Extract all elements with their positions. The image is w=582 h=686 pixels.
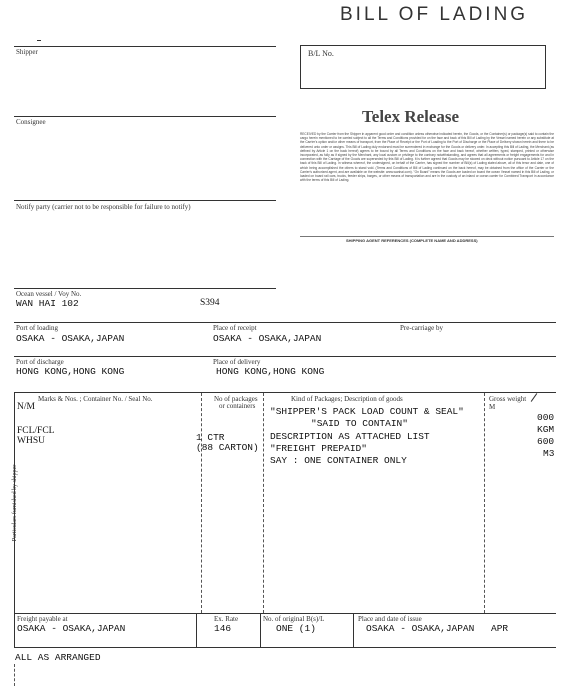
marks-line-4: WHSU xyxy=(17,436,45,446)
discharge-value: HONG KONG,HONG KONG xyxy=(16,366,125,377)
desc-line-1: "SHIPPER'S PACK LOAD COUNT & SEAL" xyxy=(270,406,464,417)
discharge-rule xyxy=(14,356,556,357)
goods-divider-2 xyxy=(263,393,264,613)
vessel-rule xyxy=(14,288,276,289)
particulars-side-label: Particulars furnished by shipper xyxy=(12,464,18,542)
issue-value: OSAKA - OSAKA,JAPAN xyxy=(366,623,475,634)
bl-number-box xyxy=(300,45,546,89)
weight-line-1: 000 xyxy=(537,412,555,423)
weight-subheader: M xyxy=(489,403,501,411)
kind-header: Kind of Packages; Description of goods xyxy=(291,395,403,403)
freight-label: Freight payable at xyxy=(17,615,68,623)
marks-line-3: FCL/FCL xyxy=(17,426,55,436)
goods-divider-3 xyxy=(484,393,485,613)
shipping-agent-label: SHIPPING AGENT REFERENCES (COMPLETE NAME AND ADDRESS) xyxy=(346,238,478,243)
all-as-arranged: ALL AS ARRANGED xyxy=(15,652,101,663)
receipt-label: Place of receipt xyxy=(213,324,257,332)
vessel-label: Ocean vessel / Voy No. xyxy=(16,290,82,298)
consignee-rule xyxy=(14,116,276,117)
originals-label: No. of original B(s)/L xyxy=(263,615,325,623)
footer-left-border xyxy=(14,613,15,648)
voyage-value: S394 xyxy=(200,298,220,308)
ports-rule xyxy=(14,322,556,323)
footer-divider-1 xyxy=(196,613,197,648)
goods-divider-1 xyxy=(201,393,202,613)
footer-divider-2 xyxy=(260,613,261,648)
issue-label: Place and date of issue xyxy=(358,615,422,623)
desc-line-2: "SAID TO CONTAIN" xyxy=(311,418,408,429)
footer-rule xyxy=(14,613,556,614)
packages-line-2: (88 CARTON) xyxy=(196,442,259,453)
packages-header-line2: or containers xyxy=(219,402,256,410)
terms-text: RECEIVED by the Carrier from the Shipper in apparent good order and condition unless otherwise indicated herein, the Goods, or the Container(s) or package(s) said to contain the cargo herein mentioned to be carried subject to all the Terms and Conditions provided for on the face and back of this Bill of Lading by the Vessel named herein or any substitute at the Carrier's option and/or other means of transport, from the Place of Receipt or the Port of Loading to the Port of Discharge or the Place of Delivery shown herein and there to be delivered unto order or assigns. This Bill of Lading duly endorsed must be surrendered in exchange for the Goods or delivery order. In accepting this Bill of Lading, the Merchant (as defined by Article 1 on the back hereof) agrees to be bound by all Terms and Conditions on the face and back hereof, whether written, typed, stamped, printed or otherwise incorporated, as fully as if signed by the Merchant, any local custom or privilege to the contrary notwithstanding, and agrees that all agreements or freight engagements for and in connection with the Carriage of the Goods are superseded by this Bill of Lading. It is further agreed that Goods may be stowed on deck without notice pursuant to Article 17 on the back of this Bill of Lading. In witness whereof, the undersigned, on behalf of the Carrier, has signed the number of Bill(s) of Lading stated above, all of this tenor and date, one of which being accomplished the others to stand void. (Terms and Conditions of Bill of Lading continued on the back hereof, may be obtained from the office of the Carrier or the Carrier's authorized agent, and are available on the website: www.wanhai.com). "On Board" means the Goods are loaded on board the ocean Vessel named in this Bill of Lading, or loaded on board rail cars, trucks, feeder ships, barges, or other means of transportation and are in the custody of an inland or ocean carrier for Combined Transport in accordance with the terms of this Bill of Lading. xyxy=(300,132,554,183)
weight-header: Gross weight xyxy=(489,395,527,403)
packages-header-line1: No of packages xyxy=(214,395,258,403)
shipper-label: Shipper xyxy=(16,48,38,56)
consignee-label: Consignee xyxy=(16,118,46,126)
weight-line-3: 600 xyxy=(537,436,555,447)
footer-bottom-rule xyxy=(14,647,556,648)
desc-line-5: SAY : ONE CONTAINER ONLY xyxy=(270,455,407,466)
receipt-value: OSAKA - OSAKA,JAPAN xyxy=(213,333,322,344)
bottom-left-dash xyxy=(14,664,15,686)
freight-value: OSAKA - OSAKA,JAPAN xyxy=(17,623,126,634)
shipper-rule xyxy=(14,46,276,47)
marks-line-1: N/M xyxy=(17,402,35,412)
delivery-value: HONG KONG,HONG KONG xyxy=(216,366,325,377)
delivery-label: Place of delivery xyxy=(213,358,261,366)
loading-value: OSAKA - OSAKA,JAPAN xyxy=(16,333,125,344)
footer-divider-3 xyxy=(353,613,354,648)
notify-rule xyxy=(14,200,276,201)
issue-date: APR xyxy=(491,623,509,634)
weight-line-4: M3 xyxy=(543,448,555,459)
rate-value: 146 xyxy=(214,623,232,634)
bl-number-label: B/L No. xyxy=(308,49,334,58)
rate-label: Ex. Rate xyxy=(214,615,239,623)
discharge-label: Port of discharge xyxy=(16,358,64,366)
loading-label: Port of loading xyxy=(16,324,58,332)
originals-value: ONE (1) xyxy=(276,623,316,634)
desc-line-3: DESCRIPTION AS ATTACHED LIST xyxy=(270,431,430,442)
document-title: BILL OF LADING xyxy=(340,4,529,25)
desc-line-4: "FREIGHT PREPAID" xyxy=(270,443,367,454)
telex-release-title: Telex Release xyxy=(362,107,460,126)
weight-line-2: KGM xyxy=(537,424,555,435)
packages-line-1: 1 CTR xyxy=(196,432,225,443)
precarriage-label: Pre-carriage by xyxy=(400,324,443,332)
vessel-value: WAN HAI 102 xyxy=(16,298,79,309)
notify-label: Notify party (carrier not to be responsible for failure to notify) xyxy=(16,203,191,211)
marks-header: Marks & Nos. ; Container No. / Seal No. xyxy=(38,395,153,403)
corner-mark xyxy=(37,40,41,41)
agent-rule xyxy=(300,236,554,237)
